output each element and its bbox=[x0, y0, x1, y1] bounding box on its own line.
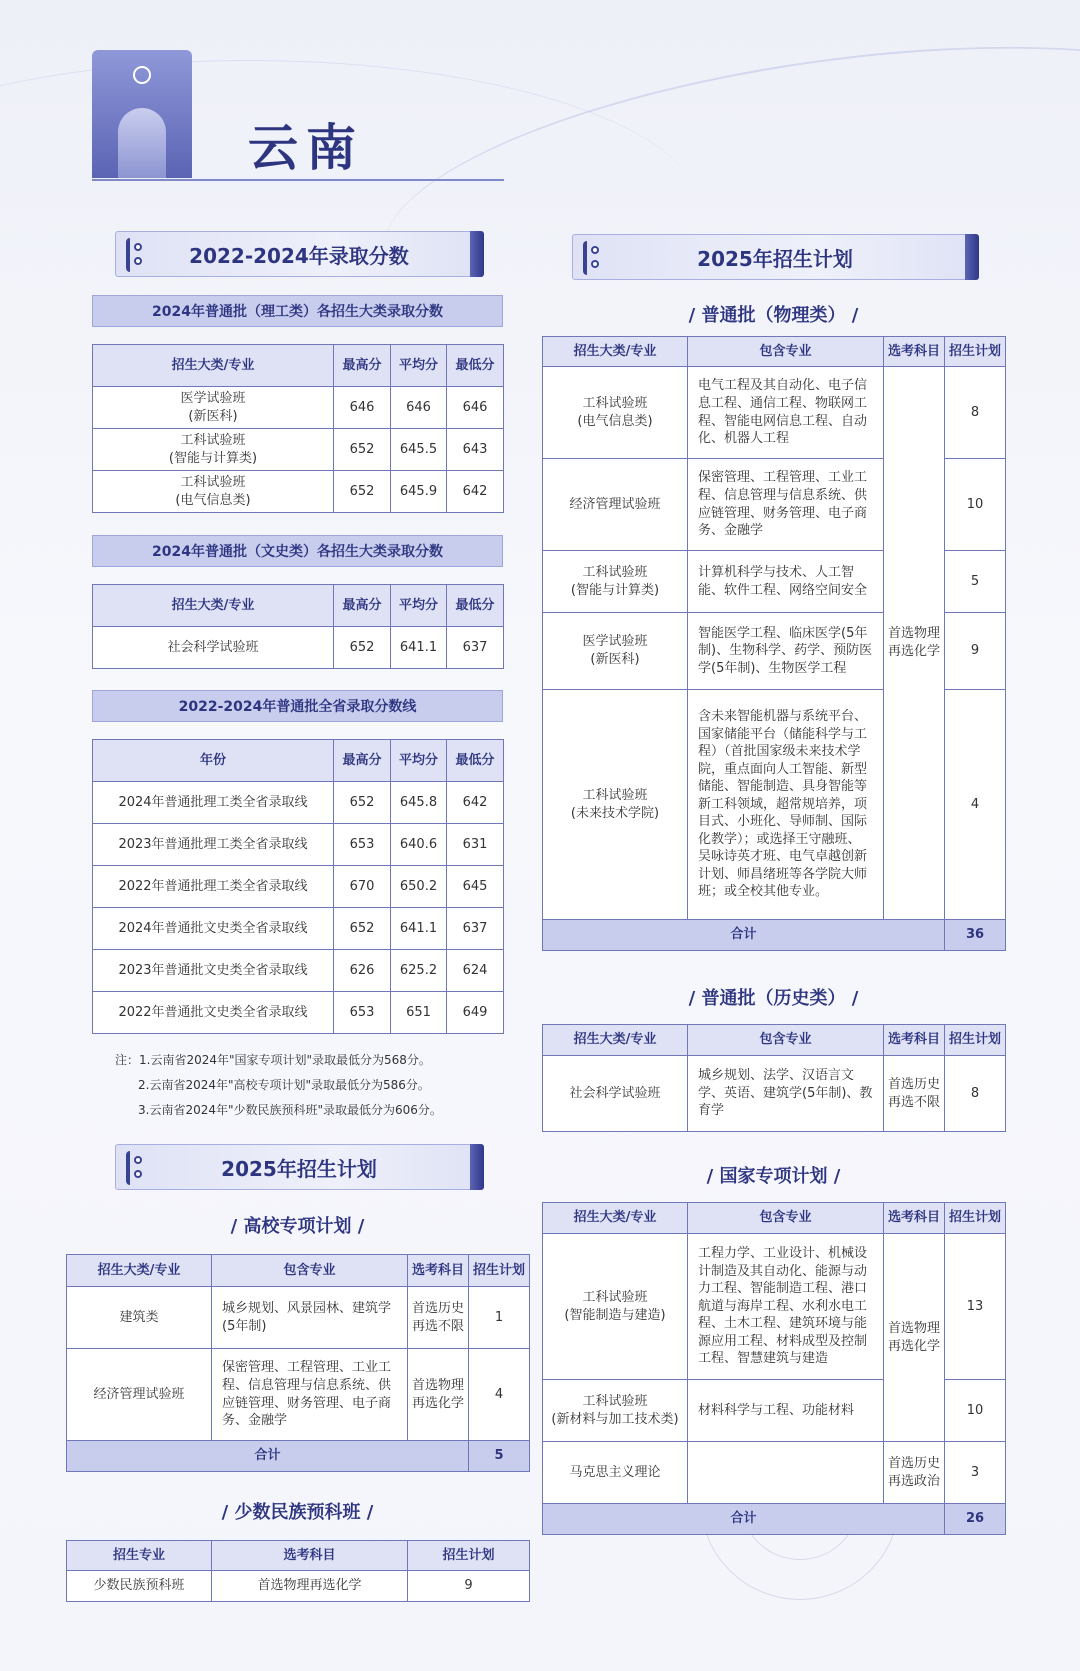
banner-title: 2025年招生计划 bbox=[221, 1156, 377, 1181]
column-header: 包含专业 bbox=[688, 1025, 884, 1056]
table-row: 工科试验班 (未来技术学院) 含未来智能机器与系统平台、国家储能平台（储能科学与工程）（首批国家级未来技术学院，重点面向人工智能、新型储能、智能制造、具身智能等新工科领域，超常规培养，项目式、小班化、导师制、国际化教学）；或选择王守融班、吴咏诗英才班、电气卓越创新计划、师昌绪班等各学院大师班；或全校其他专业。 4 bbox=[543, 690, 1006, 920]
column-header: 招生大类/专业 bbox=[543, 1203, 688, 1234]
column-header: 最高分 bbox=[334, 585, 391, 627]
column-header: 招生大类/专业 bbox=[67, 1255, 212, 1287]
notes bbox=[115, 1048, 515, 1123]
table-row: 工科试验班 (智能与计算类) 652 645.5 643 bbox=[93, 429, 504, 471]
total-row: 合计 36 bbox=[543, 920, 1006, 951]
science-scores-table bbox=[92, 344, 504, 513]
table-row: 2022年普通批文史类全省录取线 653 651 649 bbox=[93, 992, 504, 1034]
banner-title: 2022-2024年录取分数 bbox=[189, 243, 409, 268]
subsection-title: / 少数民族预科班 / bbox=[221, 1502, 374, 1523]
column-header: 招生计划 bbox=[945, 337, 1006, 367]
note-line: 注：1.云南省2024年"国家专项计划"录取最低分为568分。 bbox=[115, 1053, 431, 1067]
table-caption: 2022-2024年普通批全省录取分数线 bbox=[92, 690, 503, 722]
column-header: 招生大类/专业 bbox=[93, 345, 334, 387]
note-line: 2.云南省2024年"高校专项计划"录取最低分为586分。 bbox=[138, 1078, 430, 1092]
table-caption: 2024年普通批（理工类）各招生大类录取分数 bbox=[92, 295, 503, 327]
column-header: 最高分 bbox=[334, 345, 391, 387]
table-row: 经济管理试验班 保密管理、工程管理、工业工程、信息管理与信息系统、供应链管理、财务管理、电子商务、金融学 10 bbox=[543, 459, 1006, 551]
total-row: 合计 26 bbox=[543, 1504, 1006, 1535]
table-row: 经济管理试验班 保密管理、工程管理、工业工程、信息管理与信息系统、供应链管理、财务管理、电子商务、金融学 首选物理再选化学 4 bbox=[67, 1349, 530, 1441]
column-header: 平均分 bbox=[391, 345, 447, 387]
column-header: 招生计划 bbox=[945, 1203, 1006, 1234]
column-header: 招生专业 bbox=[67, 1541, 212, 1571]
column-header: 招生大类/专业 bbox=[543, 337, 688, 367]
note-line: 3.云南省2024年"少数民族预科班"录取最低分为606分。 bbox=[138, 1103, 442, 1117]
column-header: 平均分 bbox=[391, 585, 447, 627]
table-row: 工科试验班 (智能与计算类) 计算机科学与技术、人工智能、软件工程、网络空间安全 5 bbox=[543, 551, 1006, 613]
table-row: 少数民族预科班 首选物理再选化学 9 bbox=[67, 1571, 530, 1602]
province-title: 云南 bbox=[248, 118, 364, 177]
section-banner-plan-left bbox=[115, 1144, 483, 1190]
table-row: 2023年普通批文史类全省录取线 626 625.2 624 bbox=[93, 950, 504, 992]
column-header: 包含专业 bbox=[688, 337, 884, 367]
banner-title: 2025年招生计划 bbox=[697, 246, 853, 271]
university-gate-logo bbox=[92, 50, 192, 178]
column-header: 选考科目 bbox=[212, 1541, 408, 1571]
column-header: 最高分 bbox=[334, 740, 391, 782]
column-header: 最低分 bbox=[447, 345, 504, 387]
total-row: 合计 5 bbox=[67, 1441, 530, 1472]
column-header: 招生计划 bbox=[469, 1255, 530, 1287]
arts-scores-table bbox=[92, 584, 504, 669]
column-header: 招生计划 bbox=[408, 1541, 530, 1571]
table-caption: 2024年普通批（文史类）各招生大类录取分数 bbox=[92, 535, 503, 567]
minority-table bbox=[66, 1540, 530, 1602]
table-row: 建筑类 城乡规划、风景园林、建筑学(5年制) 首选历史再选不限 1 bbox=[67, 1287, 530, 1349]
province-lines-table bbox=[92, 739, 504, 1034]
column-header: 选考科目 bbox=[884, 337, 945, 367]
table-row: 工科试验班 (新材料与加工技术类) 材料科学与工程、功能材料 10 bbox=[543, 1380, 1006, 1442]
subsection-title: / 国家专项计划 / bbox=[706, 1166, 841, 1187]
column-header: 招生计划 bbox=[945, 1025, 1006, 1056]
column-header: 最低分 bbox=[447, 585, 504, 627]
column-header: 包含专业 bbox=[688, 1203, 884, 1234]
subsection-title: / 普通批（物理类） / bbox=[688, 305, 859, 326]
column-header: 选考科目 bbox=[408, 1255, 469, 1287]
column-header: 平均分 bbox=[391, 740, 447, 782]
table-row: 医学试验班 (新医科) 646 646 646 bbox=[93, 387, 504, 429]
subject-cell: 首选物理再选化学 bbox=[884, 367, 945, 920]
table-row: 医学试验班 (新医科) 智能医学工程、临床医学(5年制)、生物科学、药学、预防医学(5年制)、生物医学工程 9 bbox=[543, 613, 1006, 690]
table-row: 2024年普通批文史类全省录取线 652 641.1 637 bbox=[93, 908, 504, 950]
subject-cell: 首选物理再选化学 bbox=[884, 1234, 945, 1442]
column-header: 最低分 bbox=[447, 740, 504, 782]
table-row: 工科试验班 (智能制造与建造) 工程力学、工业设计、机械设计制造及其自动化、能源与动力工程、智能制造工程、港口航道与海岸工程、水利水电工程、土木工程、建筑环境与能源应用工程、材料成型及控制工程、智慧建筑与建造 首选物理再选化学 13 bbox=[543, 1234, 1006, 1380]
column-header: 招生大类/专业 bbox=[93, 585, 334, 627]
national-plan-table bbox=[542, 1202, 1006, 1535]
table-row: 工科试验班 (电气信息类) 电气工程及其自动化、电子信息工程、通信工程、物联网工程、智能电网信息工程、自动化、机器人工程 首选物理再选化学 8 bbox=[543, 367, 1006, 459]
table-row: 社会科学试验班 652 641.1 637 bbox=[93, 627, 504, 669]
table-row: 马克思主义理论 首选历史再选政治 3 bbox=[543, 1442, 1006, 1504]
column-header: 年份 bbox=[93, 740, 334, 782]
section-banner-scores bbox=[115, 231, 483, 277]
section-banner-plan-right bbox=[572, 234, 978, 280]
gaoxiao-plan-table bbox=[66, 1254, 530, 1472]
physics-plan-table bbox=[542, 336, 1006, 951]
column-header: 包含专业 bbox=[212, 1255, 408, 1287]
table-row: 工科试验班 (电气信息类) 652 645.9 642 bbox=[93, 471, 504, 513]
column-header: 招生大类/专业 bbox=[543, 1025, 688, 1056]
history-plan-table bbox=[542, 1024, 1006, 1132]
subsection-title: / 普通批（历史类） / bbox=[688, 988, 859, 1009]
column-header: 选考科目 bbox=[884, 1025, 945, 1056]
subsection-title: / 高校专项计划 / bbox=[230, 1216, 365, 1237]
table-row: 2023年普通批理工类全省录取线 653 640.6 631 bbox=[93, 824, 504, 866]
table-row: 2024年普通批理工类全省录取线 652 645.8 642 bbox=[93, 782, 504, 824]
table-row: 2022年普通批理工类全省录取线 670 650.2 645 bbox=[93, 866, 504, 908]
table-row: 社会科学试验班 城乡规划、法学、汉语言文学、英语、建筑学(5年制)、教育学 首选历史再选不限 8 bbox=[543, 1056, 1006, 1132]
column-header: 选考科目 bbox=[884, 1203, 945, 1234]
